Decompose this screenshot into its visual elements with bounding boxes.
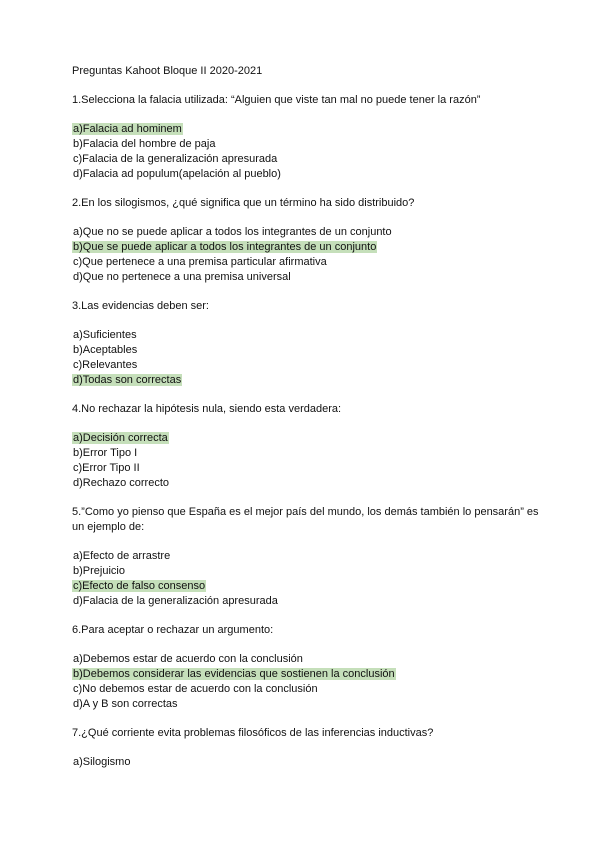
answer-text: c)No debemos estar de acuerdo con la conclusión bbox=[73, 683, 318, 695]
answer-option bbox=[72, 476, 542, 491]
answer-option bbox=[72, 697, 542, 712]
answer-text: a)Efecto de arrastre bbox=[73, 550, 171, 562]
question-block bbox=[72, 726, 542, 770]
correct-answer-option bbox=[72, 579, 542, 594]
answer-text: b)Aceptables bbox=[73, 344, 138, 356]
answer-option bbox=[72, 549, 542, 564]
document-page bbox=[72, 64, 542, 784]
answer-list bbox=[72, 549, 542, 609]
question-block bbox=[72, 299, 542, 388]
answer-text: c)Error Tipo II bbox=[73, 462, 140, 474]
answer-text: d)Rechazo correcto bbox=[73, 477, 169, 489]
questions-list bbox=[72, 93, 542, 770]
question-text: 7.¿Qué corriente evita problemas filosóficos de las inferencias inductivas? bbox=[72, 727, 434, 739]
answer-text: b)Falacia del hombre de paja bbox=[73, 138, 216, 150]
answer-text: a)Debemos estar de acuerdo con la conclusión bbox=[73, 653, 303, 665]
answer-list bbox=[72, 431, 542, 491]
answer-option bbox=[72, 152, 542, 167]
document-title: Preguntas Kahoot Bloque II 2020-2021 bbox=[72, 65, 263, 77]
answer-option bbox=[72, 137, 542, 152]
answer-option bbox=[72, 446, 542, 461]
correct-answer-option bbox=[72, 240, 542, 255]
question-text: 6.Para aceptar o rechazar un argumento: bbox=[72, 624, 274, 636]
answer-text: d)A y B son correctas bbox=[73, 698, 178, 710]
answer-text: c)Efecto de falso consenso bbox=[73, 580, 206, 592]
answer-option bbox=[72, 564, 542, 579]
answer-text: d)Que no pertenece a una premisa universal bbox=[73, 271, 291, 283]
answer-text: c)Relevantes bbox=[73, 359, 138, 371]
answer-list bbox=[72, 225, 542, 285]
answer-option bbox=[72, 343, 542, 358]
answer-text: b)Debemos considerar las evidencias que sostienen la conclusión bbox=[73, 668, 395, 680]
question-text: 3.Las evidencias deben ser: bbox=[72, 300, 209, 312]
answer-list bbox=[72, 755, 542, 770]
answer-option bbox=[72, 225, 542, 240]
answer-option bbox=[72, 270, 542, 285]
question-text: 5.”Como yo pienso que España es el mejor país del mundo, los demás también lo pensarán” es un ejemplo de: bbox=[72, 506, 539, 533]
answer-option bbox=[72, 682, 542, 697]
question-block bbox=[72, 402, 542, 491]
correct-answer-option bbox=[72, 122, 542, 137]
answer-option bbox=[72, 358, 542, 373]
question-block bbox=[72, 196, 542, 285]
question-text: 4.No rechazar la hipótesis nula, siendo esta verdadera: bbox=[72, 403, 342, 415]
answer-text: b)Error Tipo I bbox=[73, 447, 138, 459]
question-block bbox=[72, 505, 542, 609]
answer-option bbox=[72, 255, 542, 270]
answer-option bbox=[72, 461, 542, 476]
answer-list bbox=[72, 652, 542, 712]
question-text: 2.En los silogismos, ¿qué significa que un término ha sido distribuido? bbox=[72, 197, 415, 209]
answer-text: c)Falacia de la generalización apresurada bbox=[73, 153, 278, 165]
answer-option bbox=[72, 328, 542, 343]
answer-text: d)Falacia ad populum(apelación al pueblo) bbox=[73, 168, 281, 180]
correct-answer-option bbox=[72, 373, 542, 388]
answer-text: d)Falacia de la generalización apresurada bbox=[73, 595, 278, 607]
question-block bbox=[72, 623, 542, 712]
correct-answer-option bbox=[72, 431, 542, 446]
answer-list bbox=[72, 122, 542, 182]
answer-option bbox=[72, 755, 542, 770]
answer-text: a)Silogismo bbox=[73, 756, 131, 768]
question-text: 1.Selecciona la falacia utilizada: “Alguien que viste tan mal no puede tener la razón” bbox=[72, 94, 481, 106]
correct-answer-option bbox=[72, 667, 542, 682]
answer-text: d)Todas son correctas bbox=[73, 374, 182, 386]
answer-option bbox=[72, 594, 542, 609]
answer-text: a)Que no se puede aplicar a todos los integrantes de un conjunto bbox=[73, 226, 392, 238]
answer-text: a)Falacia ad hominem bbox=[73, 123, 182, 135]
question-block bbox=[72, 93, 542, 182]
answer-text: b)Que se puede aplicar a todos los integrantes de un conjunto bbox=[73, 241, 377, 253]
answer-text: b)Prejuicio bbox=[73, 565, 125, 577]
answer-text: a)Decisión correcta bbox=[73, 432, 168, 444]
answer-list bbox=[72, 328, 542, 388]
answer-text: a)Suficientes bbox=[73, 329, 137, 341]
answer-option bbox=[72, 652, 542, 667]
answer-option bbox=[72, 167, 542, 182]
answer-text: c)Que pertenece a una premisa particular afirmativa bbox=[73, 256, 327, 268]
